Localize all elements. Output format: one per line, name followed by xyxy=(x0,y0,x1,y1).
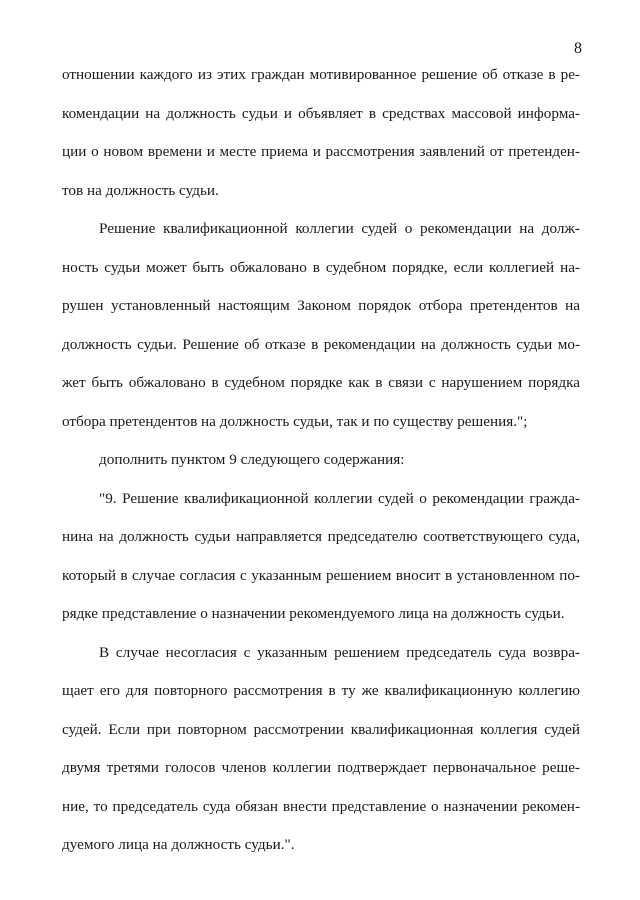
document-body xyxy=(62,66,580,875)
text-line: отношении каждого из этих граждан мотивированное решение об отказе в ре- xyxy=(62,66,580,83)
text-line: ции о новом времени и месте приема и рассмотрения заявлений от претенден- xyxy=(62,143,580,160)
text-line: жет быть обжаловано в судебном порядке как в связи с нарушением порядка xyxy=(62,374,580,391)
page-number: 8 xyxy=(574,40,582,57)
text-line: дополнить пунктом 9 следующего содержания: xyxy=(99,451,405,468)
text-line: Решение квалификационной коллегии судей о рекомендации на долж- xyxy=(99,220,580,237)
text-line: должность судьи. Решение об отказе в рекомендации на должность судьи мо- xyxy=(62,335,580,353)
text-line: щает его для повторного рассмотрения в ту же квалификационную коллегию xyxy=(62,682,580,699)
text-line: комендации на должность судьи и объявляет в средствах массовой информа- xyxy=(62,104,580,122)
text-line: "9. Решение квалификационной коллегии судей о рекомендации гражда- xyxy=(99,489,580,507)
text-line: нина на должность судьи направляется председателю соответствующего суда, xyxy=(62,528,580,545)
text-line: ность судьи может быть обжаловано в судебном порядке, если коллегией на- xyxy=(62,258,580,276)
text-line: дуемого лица на должность судьи.". xyxy=(62,836,295,853)
text-line: судей. Если при повторном рассмотрении квалификационная коллегия судей xyxy=(62,720,580,738)
text-line: который в случае согласия с указанным решением вносит в установленном по- xyxy=(62,566,580,584)
text-line: рядке представление о назначении рекомендуемого лица на должность судьи. xyxy=(62,605,565,622)
text-line: тов на должность судьи. xyxy=(62,181,219,199)
text-line: ние, то председатель суда обязан внести представление о назначении рекомен- xyxy=(62,797,580,815)
text-line: В случае несогласия с указанным решением председатель суда возвра- xyxy=(99,643,580,661)
text-line: двумя третями голосов членов коллегии подтверждает первоначальное реше- xyxy=(62,759,580,776)
text-line: отбора претендентов на должность судьи, так и по существу решения."; xyxy=(62,412,528,430)
text-line: рушен установленный настоящим Законом порядок отбора претендентов на xyxy=(62,297,580,314)
